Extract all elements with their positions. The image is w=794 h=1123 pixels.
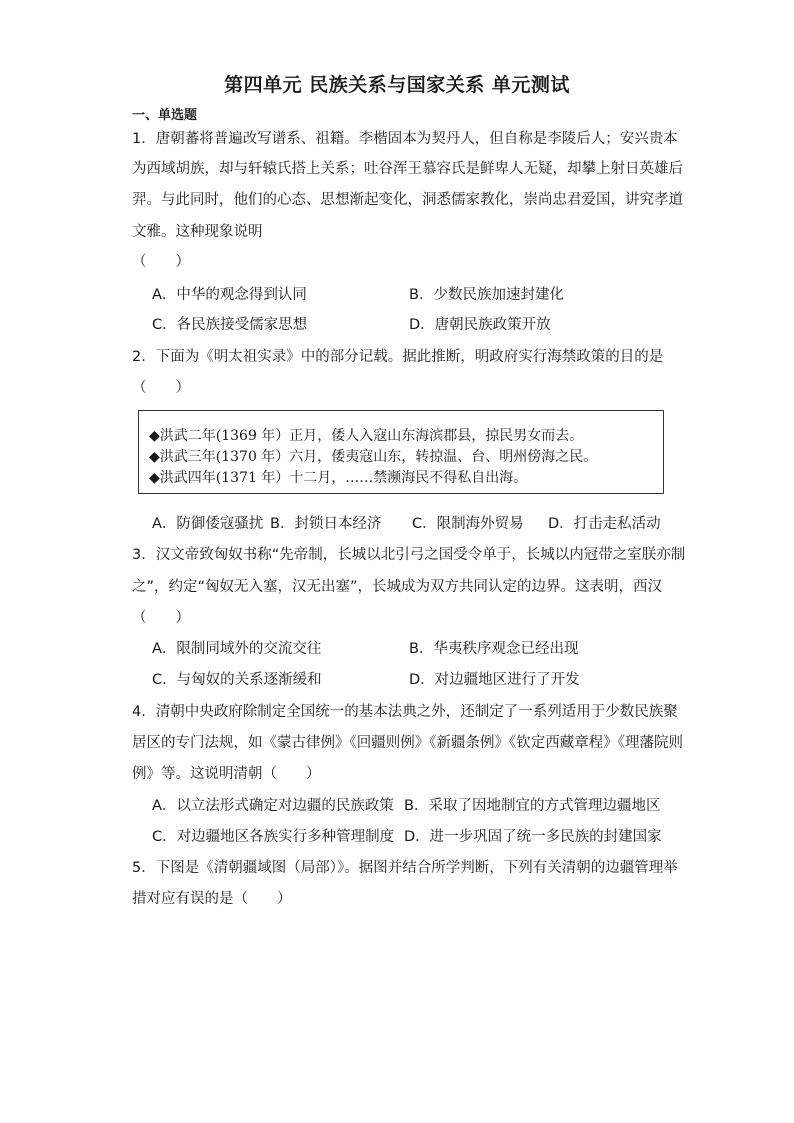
q2-option-d: D．打击走私活动 bbox=[548, 516, 661, 532]
q1-answer-bracket: （ ） bbox=[132, 254, 190, 270]
q3-option-b: B．华夷秩序观念已经出现 bbox=[409, 641, 579, 657]
q4-option-b: B．采取了因地制宜的方式管理边疆地区 bbox=[404, 798, 661, 814]
quote-line-3: ◆洪武四年(1371 年）十二月，……禁濒海民不得私自出海。 bbox=[149, 470, 528, 486]
q2-option-b: B．封锁日本经济 bbox=[270, 516, 382, 532]
q3-line-1: 3．汉文帝致匈奴书称“先帝制，长城以北引弓之国受令单于，长城以内冠带之室朕亦制 bbox=[132, 547, 686, 563]
q3-option-c: C．与匈奴的关系逐渐缓和 bbox=[152, 672, 322, 688]
q3-option-a: A．限制同域外的交流交往 bbox=[152, 641, 322, 657]
q5-line-2: 措对应有误的是（ ） bbox=[132, 891, 292, 907]
q2-option-c: C．限制海外贸易 bbox=[412, 516, 524, 532]
q5-line-1: 5．下图是《清朝疆域图（局部）》。据图并结合所学判断，下列有关清朝的边疆管理举 bbox=[132, 860, 678, 876]
q2-answer-bracket: （ ） bbox=[132, 380, 190, 396]
section-heading: 一、单选题 bbox=[132, 108, 198, 123]
q4-line-2: 居区的专门法规，如《蒙古律例》《回疆则例》《新疆条例》《钦定西藏章程》《理藩院则 bbox=[132, 735, 683, 751]
q4-line-1: 4．清朝中央政府除制定全国统一的基本法典之外，还制定了一系列适用于少数民族聚 bbox=[132, 704, 678, 720]
q1-line-1: 1．唐朝蕃将普遍改写谱系、祖籍。李楷固本为契丹人，但自称是李陵后人；安兴贵本 bbox=[132, 131, 678, 147]
quote-line-2: ◆洪武三年(1370 年）六月，倭夷寇山东，转掠温、台、明州傍海之民。 bbox=[149, 449, 598, 465]
q1-line-2: 为西域胡族，却与轩辕氏搭上关系；吐谷浑王慕容氏是鲜卑人无疑，却攀上射日英雄后 bbox=[132, 161, 683, 177]
q1-option-d: D．唐朝民族政策开放 bbox=[409, 317, 551, 333]
q4-option-a: A．以立法形式确定对边疆的民族政策 bbox=[152, 798, 394, 814]
q1-line-3: 羿。与此同时，他们的心态、思想渐起变化，洞悉儒家教化，崇尚忠君爱国，讲究孝道 bbox=[132, 192, 683, 208]
q3-option-d: D．对边疆地区进行了开发 bbox=[409, 672, 580, 688]
q3-answer-bracket: （ ） bbox=[132, 610, 190, 626]
q3-line-2: 之”，约定“匈奴无入塞，汉无出塞”，长城成为双方共同认定的边界。这表明，西汉 bbox=[132, 579, 663, 595]
q1-option-b: B．少数民族加速封建化 bbox=[409, 287, 564, 303]
q2-option-a: A．防御倭寇骚扰 bbox=[152, 516, 264, 532]
q4-option-c: C．对边疆地区各族实行多种管理制度 bbox=[152, 829, 395, 845]
q2-line-1: 2．下面为《明太祖实录》中的部分记载。据此推断，明政府实行海禁政策的目的是 bbox=[132, 349, 664, 365]
q1-option-a: A．中华的观念得到认同 bbox=[152, 287, 307, 303]
quote-line-1: ◆洪武二年(1369 年）正月，倭人入寇山东海滨郡县，掠民男女而去。 bbox=[149, 428, 584, 444]
page-title: 第四单元 民族关系与国家关系 单元测试 bbox=[224, 74, 570, 96]
q4-option-d: D．进一步巩固了统一多民族的封建国家 bbox=[404, 829, 662, 845]
q1-option-c: C．各民族接受儒家思想 bbox=[152, 317, 308, 333]
quote-box bbox=[138, 410, 664, 494]
q4-line-3: 例》等。这说明清朝（ ） bbox=[132, 766, 321, 782]
q1-line-4: 文雅。这种现象说明 bbox=[132, 224, 263, 240]
